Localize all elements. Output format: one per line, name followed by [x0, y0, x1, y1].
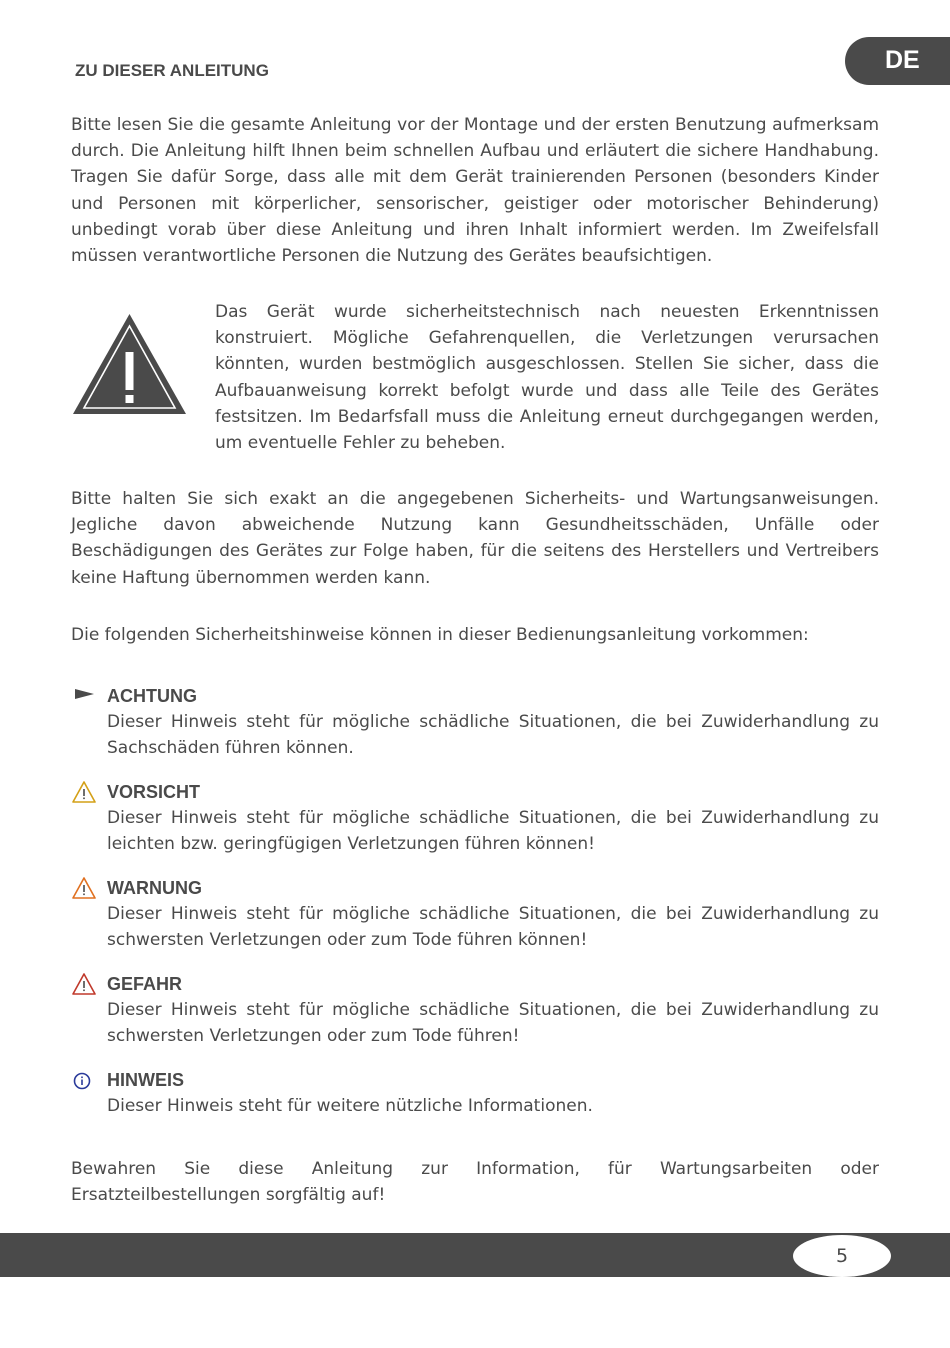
notice-text: Dieser Hinweis steht für mögliche schädliche Situationen, die bei Zuwiderhandlung zu leichten bzw. geringfügigen Verletzungen führen können!	[107, 808, 879, 854]
notice-text: Dieser Hinweis steht für mögliche schädliche Situationen, die bei Zuwiderhandlung zu schwersten Verletzungen oder zum Tode führen können!	[107, 904, 879, 950]
notice-title: VORSICHT	[107, 782, 201, 802]
notice-title: ACHTUNG	[107, 686, 197, 706]
safety-paragraph: Das Gerät wurde sicherheitstechnisch nach neuesten Erkenntnissen konstruiert. Mögliche Gefahrenquellen, die Verletzungen verursachen könnten, wurden bestmöglich ausgeschlossen. Stellen Sie sicher, dass die Aufbauanweisung korrekt befolgt wurde und dass alle Teile des Gerätes festsitzen. Im Bedarfsfall muss die Anleitung erneut durchgegangen werden, um eventuelle Fehler zu beheben.	[215, 302, 879, 454]
page-number: 5	[835, 1245, 849, 1267]
section-heading: ZU DIESER ANLEITUNG	[75, 61, 269, 80]
notice-hinweis	[72, 1068, 880, 1118]
notice-gefahr	[72, 972, 880, 1046]
notices-intro: Die folgenden Sicherheitshinweise können in dieser Bedienungsanleitung vorkommen:	[71, 625, 809, 645]
language-tab	[845, 37, 950, 85]
page-number-badge	[793, 1235, 891, 1277]
language-label: DE	[885, 46, 920, 74]
notice-title: WARNUNG	[107, 878, 202, 898]
notice-text: Dieser Hinweis steht für weitere nützliche Informationen.	[107, 1096, 593, 1116]
danger-red-icon	[72, 972, 96, 996]
notice-achtung	[72, 684, 880, 758]
arrow-flag-icon	[72, 684, 96, 708]
caution-yellow-icon	[72, 780, 96, 804]
intro-paragraph: Bitte lesen Sie die gesamte Anleitung vor der Montage und der ersten Benutzung aufmerksam durch. Die Anleitung hilft Ihnen beim schnellen Aufbau und erläutert die sichere Handhabung. Tragen Sie dafür Sorge, dass alle mit dem Gerät trainierenden Personen (besonders Kinder und Personen mit körperlicher, sensorischer, geistiger oder motorischer Behinderung) unbedingt vorab über diese Anleitung und ihren Inhalt informiert werden. Im Zweifelsfall müssen verantwortliche Personen die Nutzung des Gerätes beaufsichtigen.	[71, 115, 879, 267]
notice-vorsicht	[72, 780, 880, 854]
notice-text: Dieser Hinweis steht für mögliche schädliche Situationen, die bei Zuwiderhandlung zu Sachschäden führen können.	[107, 712, 879, 758]
warning-orange-icon	[72, 876, 96, 900]
notice-title: GEFAHR	[107, 974, 183, 994]
warning-triangle-icon	[71, 312, 188, 416]
compliance-paragraph: Bitte halten Sie sich exakt an die angegebenen Sicherheits- und Wartungsanweisungen. Jegliche davon abweichende Nutzung kann Gesundheitsschäden, Unfälle oder Beschädigungen des Gerätes zur Folge haben, für die seitens des Herstellers und Vertreibers keine Haftung übernommen werden kann.	[71, 489, 879, 588]
notice-title: HINWEIS	[107, 1070, 185, 1090]
info-blue-icon	[72, 1068, 96, 1092]
closing-paragraph: Bewahren Sie diese Anleitung zur Information, für Wartungsarbeiten oder Ersatzteilbestellungen sorgfältig auf!	[71, 1159, 879, 1206]
notice-text: Dieser Hinweis steht für mögliche schädliche Situationen, die bei Zuwiderhandlung zu schwersten Verletzungen oder zum Tode führen!	[107, 1000, 879, 1046]
notice-warnung	[72, 876, 880, 950]
